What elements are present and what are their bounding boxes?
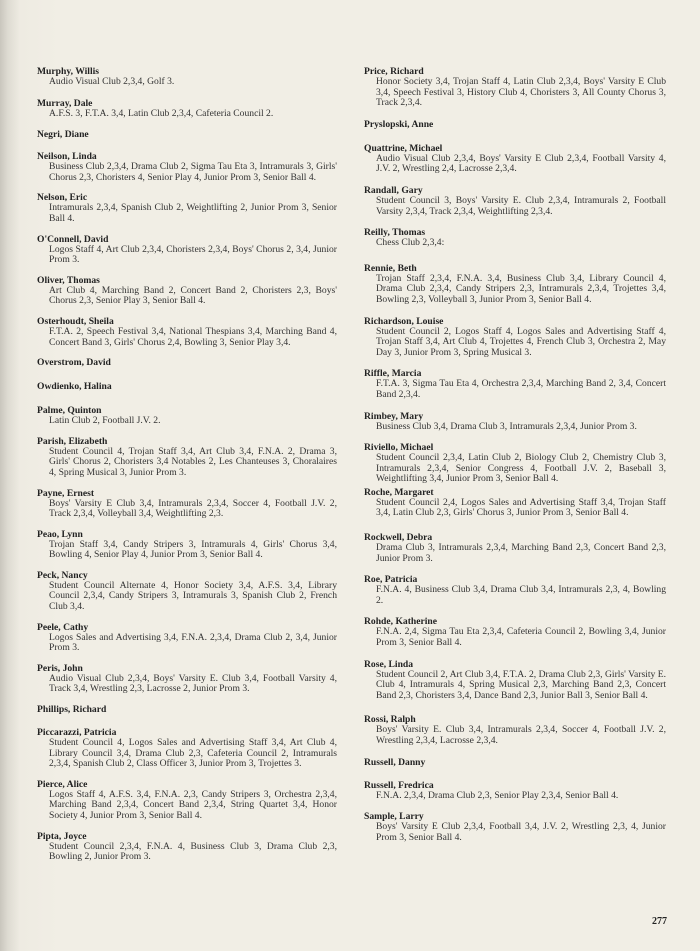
student-activities: F.T.A. 2, Speech Festival 3,4, National Thespians 3,4, Marching Band 4, Concert Band 3, Girls' Chorus 2,4, Bowling 3, Senior Play 3,4.: [49, 325, 337, 348]
student-entry: [37, 66, 337, 88]
student-activities: Boys' Varsity E Club 3,4, Intramurals 2,3,4, Soccer 4, Football J.V. 2, Track 2,3,4, Volleyball 3,4, Weightlifting 2,3.: [49, 497, 337, 520]
student-entry: [364, 66, 666, 109]
student-name: Palme, Quinton: [37, 405, 102, 417]
student-entry: [37, 779, 337, 822]
student-entry: [37, 570, 337, 613]
student-activities: Trojan Staff 3,4, Candy Stripers 3, Intramurals 4, Girls' Chorus 3,4, Bowling 4, Senior Play 4, Junior Prom 3, Senior Ball 4.: [49, 538, 337, 561]
student-name: Roe, Patricia: [364, 574, 418, 586]
student-name: Peris, John: [37, 662, 83, 674]
student-name: Negri, Diane: [37, 129, 89, 141]
student-name: Overstrom, David: [37, 357, 111, 369]
student-entry: [364, 487, 666, 519]
right-column: [364, 66, 666, 843]
student-name: Rennie, Beth: [364, 262, 417, 274]
student-name: Quattrine, Michael: [364, 142, 443, 154]
page-number: 277: [652, 916, 667, 927]
student-entry: [37, 316, 337, 348]
student-name: Peck, Nancy: [37, 569, 88, 581]
student-name: Owdienko, Halina: [37, 381, 112, 393]
student-activities: Boys' Varsity E. Club 3,4, Intramurals 2,3,4, Soccer 4, Football J.V. 2, Wrestling 2,3,4, Lacrosse 2,3,4.: [376, 724, 666, 746]
student-entry: [364, 532, 666, 564]
student-activities: Art Club 4, Marching Band 2, Concert Band 2, Choristers 2,3, Boys' Chorus 2,3, Senior Play 3, Senior Ball 4.: [49, 284, 337, 307]
student-name: Payne, Ernest: [37, 487, 95, 499]
student-name: Murphy, Willis: [37, 66, 100, 77]
student-activities: Student Council 4, Trojan Staff 3,4, Art Club 3,4, F.N.A. 2, Drama 3, Girls' Chorus 2, Choristers 3,4 Notables 2, Les Chanteuses 3, Choralaires 4, Spring Musical 3, Junior Prom 3.: [49, 445, 337, 478]
student-name: Oliver, Thomas: [37, 274, 100, 286]
student-activities: Audio Visual Club 2,3,4, Boys' Varsity E Club 2,3,4, Football Varsity 4, J.V. 2, Wrestling 2,4, Lacrosse 2,3,4.: [376, 152, 666, 175]
student-entry: [37, 436, 337, 479]
student-entry: [364, 411, 666, 433]
student-entry: [37, 275, 337, 307]
student-activities: Chess Club 2,3,4:: [376, 237, 445, 249]
student-entry: [37, 831, 337, 863]
student-entry: [37, 704, 337, 715]
student-activities: Drama Club 3, Intramurals 2,3,4, Marching Band 2,3, Concert Band 2,3, Junior Prom 3.: [376, 542, 666, 564]
student-entry: [37, 151, 337, 183]
student-entry: [364, 714, 666, 746]
student-name: Pierce, Alice: [37, 778, 88, 790]
student-name: Russell, Danny: [364, 756, 426, 768]
student-activities: Logos Staff 4, Art Club 2,3,4, Choristers 2,3,4, Boys' Chorus 2, 3,4, Junior Prom 3.: [49, 243, 337, 266]
student-name: Peao, Lynn: [37, 528, 83, 540]
student-entry: [364, 316, 666, 359]
student-entry: [37, 622, 337, 654]
student-entry: [37, 488, 337, 520]
student-entry: [37, 129, 337, 140]
student-entry: [364, 811, 666, 843]
student-name: Pipta, Joyce: [37, 830, 87, 842]
student-name: Phillips, Richard: [37, 704, 107, 716]
student-name: Russell, Fredrica: [364, 779, 434, 791]
student-name: Osterhoudt, Sheila: [37, 315, 114, 327]
student-name: Price, Richard: [364, 66, 424, 77]
student-entry: [37, 357, 337, 368]
student-activities: Logos Staff 4, A.F.S. 3,4, F.N.A. 2,3, Candy Stripers 3, Orchestra 2,3,4, Marching Band 2,3,4, Concert Band 2,3,4, String Quartet 3,4, Honor Society 4, Junior Prom 3, Senior Ball 4.: [49, 788, 337, 821]
student-entry: [364, 659, 666, 702]
student-entry: [364, 185, 666, 217]
student-activities: Business Club 2,3,4, Drama Club 2, Sigma Tau Eta 3, Intramurals 3, Girls' Chorus 2,3, Choristers 4, Senior Play 4, Junior Prom 3, Senior Ball 4.: [49, 161, 337, 183]
student-entry: [37, 663, 337, 695]
student-name: Pryslopski, Anne: [364, 118, 434, 130]
student-activities: Business Club 3,4, Drama Club 3, Intramurals 2,3,4, Junior Prom 3.: [376, 420, 637, 432]
student-activities: Audio Visual Club 2,3,4, Boys' Varsity E. Club 3,4, Football Varsity 4, Track 3,4, Wrestling 2,3, Lacrosse 2, Junior Prom 3.: [49, 672, 337, 695]
student-activities: Logos Sales and Advertising 3,4, F.N.A. 2,3,4, Drama Club 2, 3,4, Junior Prom 3.: [49, 631, 337, 654]
student-name: Nelson, Eric: [37, 192, 88, 204]
student-entry: [37, 98, 337, 120]
student-entry: [364, 143, 666, 175]
student-name: O'Connell, David: [37, 233, 109, 245]
student-activities: Student Council 2,3,4, Latin Club 2, Biology Club 2, Chemistry Club 3, Intramurals 2,3,4, Senior Congress 4, Football J.V. 2, Baseball 3, Weightlifting 3,4, Junior Prom 3, Senior Ball 4.: [376, 452, 666, 485]
student-activities: Student Council 2,3,4, F.N.A. 4, Business Club 3, Drama Club 2,3, Bowling 2, Junior Prom 3.: [49, 840, 337, 863]
student-name: Rohde, Katherine: [364, 616, 438, 628]
student-activities: Honor Society 3,4, Trojan Staff 4, Latin Club 2,3,4, Boys' Varsity E Club 3,4, Speech Festival 3, History Club 4, Choristers 3, All County Chorus 3, Track 2,3,4.: [376, 76, 666, 109]
student-name: Piccarazzi, Patricia: [37, 727, 117, 739]
left-column: [37, 66, 337, 863]
student-activities: Student Council Alternate 4, Honor Society 3,4, A.F.S. 3,4, Library Council 2,3,4, Candy Stripers 3, Intramurals 3, Spanish Club 2, French Club 3,4.: [49, 579, 337, 613]
student-activities: Student Council 2, Logos Staff 4, Logos Sales and Advertising Staff 4, Trojan Staff 3,4, Art Club 4, Trojettes 4, French Club 3, Orchestra 2, May Day 3, Junior Prom 3, Spring Musical 3.: [376, 325, 666, 358]
student-entry: [364, 227, 666, 249]
student-name: Rossi, Ralph: [364, 714, 416, 726]
student-entry: [37, 192, 337, 224]
student-activities: F.N.A. 4, Business Club 3,4, Drama Club 3,4, Intramurals 2,3, 4, Bowling 2.: [376, 584, 666, 606]
student-entry: [37, 234, 337, 266]
student-entry: [364, 616, 666, 648]
student-entry: [37, 529, 337, 561]
student-entry: [37, 405, 337, 427]
student-name: Murray, Dale: [37, 97, 93, 109]
student-activities: Audio Visual Club 2,3,4, Golf 3.: [49, 76, 175, 87]
student-entry: [37, 727, 337, 770]
student-entry: [364, 368, 666, 400]
student-entry: [364, 574, 666, 606]
student-name: Riffle, Marcia: [364, 368, 422, 380]
student-name: Peele, Cathy: [37, 621, 89, 633]
student-name: Parish, Elizabeth: [37, 435, 108, 447]
student-name: Reilly, Thomas: [364, 227, 426, 239]
student-entry: [364, 757, 666, 768]
student-name: Rimbey, Mary: [364, 410, 424, 422]
student-activities: Trojan Staff 2,3,4, F.N.A. 3,4, Business Club 3,4, Library Council 4, Drama Club 2,3,4, Candy Stripers 2,3, Intramurals 2,3,4, Trojettes 3,4, Bowling 2,3, Volleyball 3, Junior Prom 3, Senior Ball 4.: [376, 272, 666, 305]
student-name: Roche, Margaret: [364, 486, 434, 498]
student-entry: [364, 442, 666, 485]
student-entry: [364, 119, 666, 130]
student-name: Neilson, Linda: [37, 151, 97, 163]
student-activities: Student Council 3, Boys' Varsity E. Club 2,3,4, Intramurals 2, Football Varsity 2,3,4, Track 2,3,4, Weightlifting 2,3,4.: [376, 194, 666, 217]
student-name: Rockwell, Debra: [364, 532, 433, 544]
student-name: Richardson, Louise: [364, 315, 444, 327]
student-activities: Intramurals 2,3,4, Spanish Club 2, Weightlifting 2, Junior Prom 3, Senior Ball 4.: [49, 202, 337, 224]
student-entry: [364, 780, 666, 802]
student-entry: [364, 263, 666, 306]
student-activities: Student Council 4, Logos Sales and Advertising Staff 3,4, Art Club 4, Library Council 3,4, Drama Club 2,3, Cafeteria Council 2, Intramurals 2,3,4, Spanish Club 2, Class Officer 3, Junior Prom 3, Trojettes 3.: [49, 737, 337, 770]
student-activities: F.N.A. 2,3,4, Drama Club 2,3, Senior Play 2,3,4, Senior Ball 4.: [376, 789, 619, 801]
student-activities: Boys' Varsity E Club 2,3,4, Football 3,4, J.V. 2, Wrestling 2,3, 4, Junior Prom 3, Senior Ball 4.: [376, 821, 666, 843]
student-activities: A.F.S. 3, F.T.A. 3,4, Latin Club 2,3,4, Cafeteria Council 2.: [49, 107, 274, 119]
student-activities: F.T.A. 3, Sigma Tau Eta 4, Orchestra 2,3,4, Marching Band 2, 3,4, Concert Band 2,3,4.: [376, 378, 666, 400]
student-activities: Latin Club 2, Football J.V. 2.: [49, 415, 161, 427]
student-name: Sample, Larry: [364, 811, 424, 823]
student-activities: Student Council 2, Art Club 3,4, F.T.A. 2, Drama Club 2,3, Girls' Varsity E. Club 4, Intramurals 4, Spring Musical 2,3, Marching Band 2,3, Concert Band 2,3, Choristers 3,4, Dance Band 2,3, Junior Ball 3, Senior Ball 4.: [376, 668, 666, 701]
student-activities: Student Council 2,4, Logos Sales and Advertising Staff 3,4, Trojan Staff 3,4, Latin Club 2,3, Girls' Chorus 3, Junior Prom 3, Senior Ball 4.: [376, 496, 666, 519]
student-activities: F.N.A. 2,4, Sigma Tau Eta 2,3,4, Cafeteria Council 2, Bowling 3,4, Junior Prom 3, Senior Ball 4.: [376, 626, 666, 649]
student-entry: [37, 381, 337, 392]
student-name: Riviello, Michael: [364, 442, 434, 454]
student-name: Randall, Gary: [364, 184, 423, 196]
student-name: Rose, Linda: [364, 658, 414, 670]
